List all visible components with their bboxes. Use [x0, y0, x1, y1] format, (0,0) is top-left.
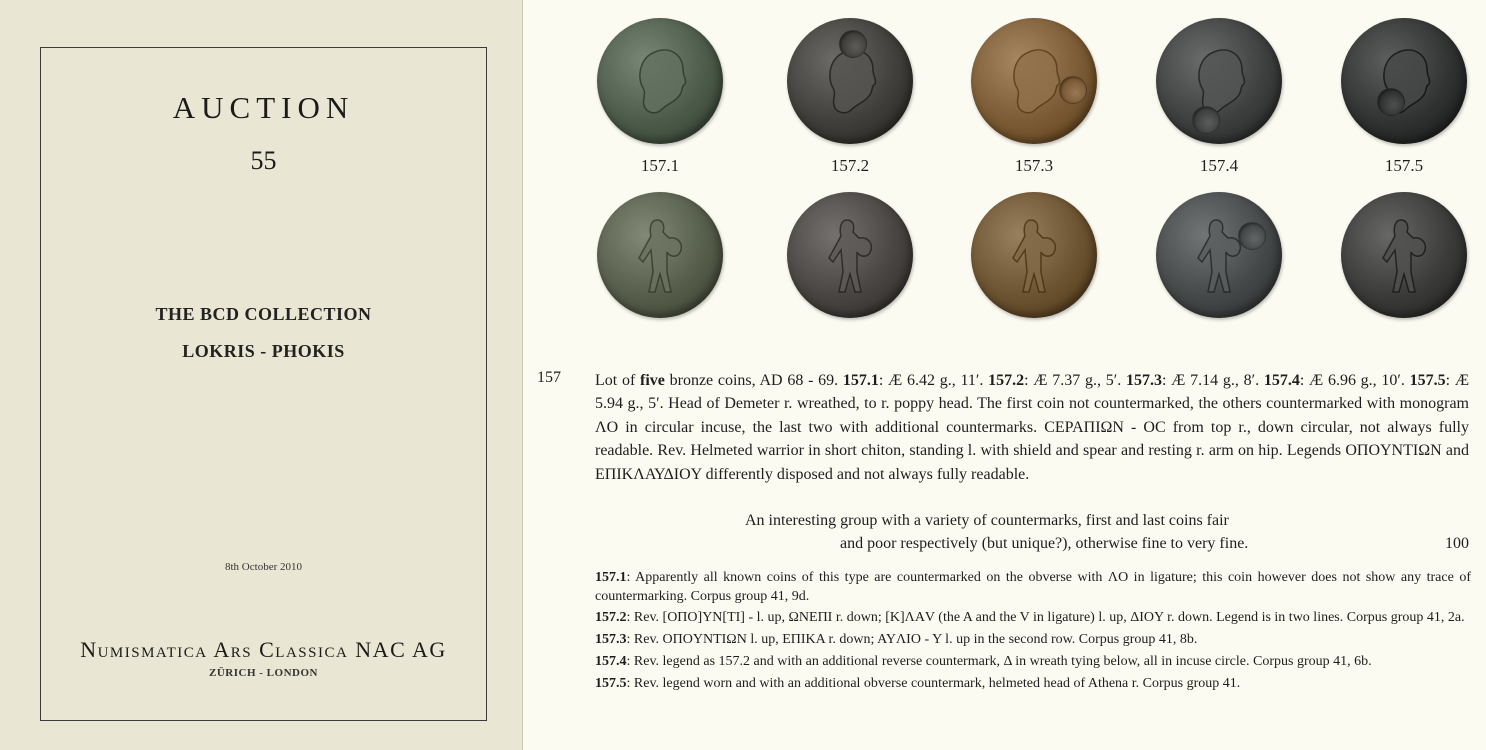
- cover-region: LOKRIS - PHOKIS: [182, 341, 345, 361]
- note-ref: 157.1: [595, 570, 627, 585]
- cover-collection-name: THE BCD COLLECTION: [155, 304, 372, 324]
- countermark: [1377, 88, 1405, 116]
- note-text: : Apparently all known coins of this type are countermarked on the obverse with ΛO in ligature; this coin however does not show any trace of countermarking. Corpus group 41, 9d.: [595, 570, 1471, 604]
- coin-head-relief: [1341, 18, 1467, 144]
- cover-title: AUCTION: [172, 90, 355, 125]
- cover-auction-house: Numismatica Ars Classica NAC AG: [80, 637, 447, 662]
- coin-column-2: [775, 18, 925, 318]
- coin-label: 157.5: [1384, 156, 1424, 175]
- coin-label: 157.4: [1199, 156, 1239, 175]
- coin-note: [595, 569, 1471, 606]
- note-text: : Rev. legend as 157.2 and with an additional reverse countermark, Δ in wreath tying below, all in incuse circle. Corpus group 41, 6b.: [626, 653, 1372, 669]
- coin-head-relief: [597, 18, 723, 144]
- coin-column-5: [1329, 18, 1479, 318]
- head-figure: [640, 50, 686, 113]
- coin-note: [595, 631, 1471, 650]
- coin-label: 157.2: [830, 156, 870, 175]
- coin-warrior-relief: [1156, 192, 1282, 318]
- coin-column-3: [959, 18, 1109, 318]
- note-ref: 157.5: [595, 675, 627, 691]
- countermark: [1238, 222, 1266, 250]
- coin-warrior-relief: [971, 192, 1097, 318]
- countermark: [1192, 106, 1220, 134]
- countermark: [839, 30, 867, 58]
- coin-ref: 157.4: [1263, 372, 1300, 389]
- lot-count: five: [640, 372, 665, 389]
- cover-auction-number: 55: [250, 146, 277, 175]
- coin-weight: : Æ 7.14 g., 8′.: [1161, 372, 1264, 389]
- note-ref: 157.3: [595, 632, 627, 648]
- countermark: [1059, 76, 1087, 104]
- coin-warrior-relief: [1341, 192, 1467, 318]
- lot-number: 157: [537, 369, 561, 386]
- coin-obverse-image: [1156, 18, 1282, 144]
- coin-description: : Æ 5.94 g., 5′. Head of Demeter r. wreathed, to r. poppy head. The first coin not countermarked, the others countermarked with monogram ΛO in circular incuse, the last two with additional countermarks. CEPAΠIΩN - OC from top r., down circular, not always fully readable. Rev. Helmeted warrior in short chiton, standing l. with shield and spear and resting r. arm on hip. Legends OΠOYNTIΩN and EΠIKΛΑΥΔIOY differently disposed and not always fully readable.: [595, 372, 1470, 483]
- coin-obverse-image: [597, 18, 723, 144]
- warrior-figure: [1383, 220, 1425, 292]
- lot-intro: Lot of: [595, 372, 641, 389]
- head-figure: [1199, 50, 1245, 113]
- lot-remark-line-2: and poor respectively (but unique?), otherwise fine to very fine.: [840, 535, 1249, 552]
- lot-intro-rest: bronze coins, AD 68 - 69.: [664, 372, 843, 389]
- coin-warrior-relief: [597, 192, 723, 318]
- cover-frame: [40, 47, 487, 721]
- coin-weight: : Æ 6.96 g., 10′.: [1299, 372, 1410, 389]
- coin-weight: : Æ 7.37 g., 5′.: [1024, 372, 1126, 389]
- cover-city: ZÜRICH - LONDON: [209, 667, 318, 679]
- lot-remark-line-1: An interesting group with a variety of countermarks, first and last coins fair: [745, 512, 1229, 529]
- coin-reverse-image: [597, 192, 723, 318]
- coin-ref: 157.5: [1409, 372, 1446, 389]
- lot-description: [595, 369, 1469, 486]
- note-text: : Rev. [OΠO]YN[TI] - l. up, ΩNEΠI r. down; [K]ΛΑV (the A and the V in ligature) l. up, ΔIOY r. down. Legend is in two lines. Corpus group 41, 2a.: [626, 610, 1465, 626]
- coin-reverse-image: [971, 192, 1097, 318]
- coin-obverse-image: [787, 18, 913, 144]
- head-figure: [1014, 50, 1060, 113]
- catalogue-cover: [0, 0, 523, 750]
- coin-label: 157.3: [1014, 156, 1054, 175]
- warrior-figure: [639, 220, 681, 292]
- coin-ref: 157.1: [842, 372, 879, 389]
- warrior-figure: [1198, 220, 1240, 292]
- coin-column-1: [585, 18, 735, 318]
- note-text: : Rev. legend worn and with an additional obverse countermark, helmeted head of Athena r. Corpus group 41.: [626, 675, 1241, 691]
- coin-reverse-image: [787, 192, 913, 318]
- cover-date: 8th October 2010: [225, 561, 302, 573]
- coin-warrior-relief: [787, 192, 913, 318]
- head-figure: [830, 50, 876, 113]
- note-ref: 157.2: [595, 610, 627, 626]
- warrior-figure: [1013, 220, 1055, 292]
- coin-obverse-image: [971, 18, 1097, 144]
- coin-notes: [595, 569, 1471, 696]
- coin-note: [595, 609, 1471, 628]
- coin-note: [595, 653, 1471, 672]
- note-text: : Rev. OΠOYNTIΩN l. up, EΠIKA r. down; AYΛIO - Y l. up in the second row. Corpus group 41, 8b.: [626, 632, 1198, 648]
- coin-reverse-image: [1341, 192, 1467, 318]
- lot-estimate: 100: [1445, 535, 1469, 552]
- coin-label: 157.1: [640, 156, 680, 175]
- coin-weight: : Æ 6.42 g., 11′.: [878, 372, 989, 389]
- warrior-figure: [829, 220, 871, 292]
- note-ref: 157.4: [595, 653, 627, 669]
- catalogue-page: [523, 0, 1486, 750]
- coin-obverse-image: [1341, 18, 1467, 144]
- coin-ref: 157.2: [988, 372, 1025, 389]
- coin-column-4: [1144, 18, 1294, 318]
- coin-ref: 157.3: [1125, 372, 1162, 389]
- coin-note: [595, 675, 1471, 694]
- coin-reverse-image: [1156, 192, 1282, 318]
